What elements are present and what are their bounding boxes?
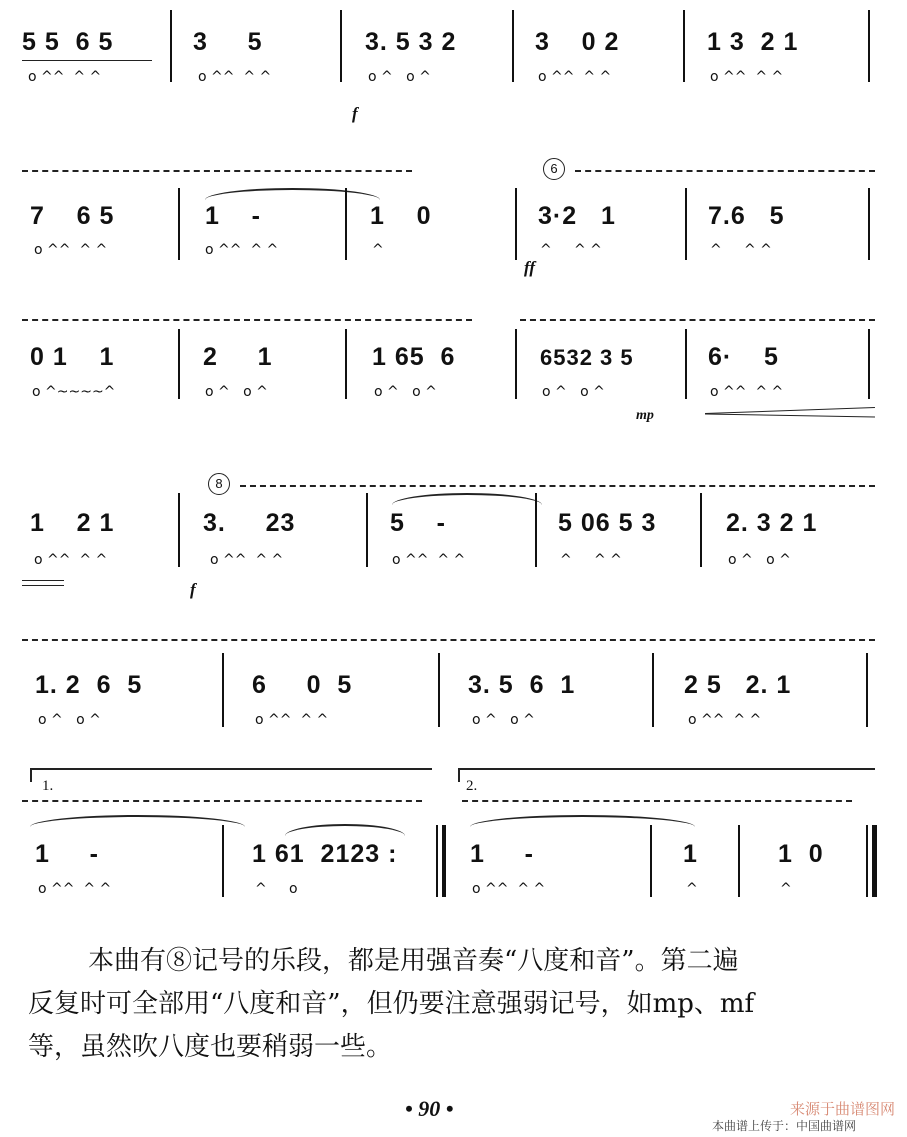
measure-notes: 3. 5 3 2 xyxy=(365,28,457,56)
dynamic-marking: ff xyxy=(524,258,536,277)
measure-notes: 2 5 2. 1 xyxy=(684,671,792,699)
measure-notes: 1 0 xyxy=(370,202,432,230)
score-row-5 xyxy=(0,625,907,750)
octave-line xyxy=(240,485,875,487)
page-number: • 90 • xyxy=(405,1096,454,1121)
volta-bracket-second xyxy=(458,768,875,782)
articulation-marks: o ^^ ^ ^ xyxy=(538,69,612,85)
underline xyxy=(22,60,152,61)
octave-line xyxy=(22,170,412,172)
barline xyxy=(222,825,224,897)
measure-notes: 1 - xyxy=(35,840,99,868)
diminuendo-line xyxy=(705,407,875,414)
dynamic-marking: f xyxy=(190,580,196,599)
slur xyxy=(205,188,380,200)
measure-notes: 3 0 2 xyxy=(535,28,620,56)
measure-notes: 1 0 xyxy=(778,840,824,868)
measure-notes: 5 - xyxy=(390,509,447,537)
barline xyxy=(178,493,180,567)
watermark-footer: 本曲谱上传于：中国曲谱网 xyxy=(712,1119,857,1133)
diminuendo-line xyxy=(705,414,875,418)
articulation-marks: o ^ o ^ xyxy=(368,69,431,85)
paragraph-line: 等，虽然吹八度也要稍弱一些。 xyxy=(28,1032,393,1062)
articulation-marks: ^ xyxy=(372,242,384,258)
barline xyxy=(535,493,537,567)
articulation-marks: o ^^ ^ ^ xyxy=(710,384,784,400)
barline xyxy=(512,10,514,82)
measure-notes: 1 xyxy=(683,840,698,868)
articulation-marks: ^ xyxy=(780,881,792,897)
articulation-marks: ^ ^ ^ xyxy=(560,552,622,568)
articulation-marks: o ^~~~~^ xyxy=(32,384,116,400)
articulation-marks: ^ xyxy=(686,881,698,897)
articulation-marks: o ^ o ^ xyxy=(205,384,268,400)
articulation-marks: o ^^ ^ ^ xyxy=(472,881,546,897)
octave-line xyxy=(22,319,472,321)
rehearsal-mark: 6 xyxy=(543,158,565,180)
barline xyxy=(868,188,870,260)
score-row-1 xyxy=(0,0,907,140)
dynamic-marking: f xyxy=(352,104,358,123)
barline xyxy=(366,493,368,567)
measure-notes: 6· 5 xyxy=(708,343,779,371)
measure-notes: 5 5 6 5 xyxy=(22,28,114,56)
articulation-marks: o ^^ ^ ^ xyxy=(38,881,112,897)
measure-notes: 6 0 5 xyxy=(252,671,353,699)
barline xyxy=(438,653,440,727)
measure-notes: 3 5 xyxy=(193,28,263,56)
articulation-marks: ^ o xyxy=(255,881,298,897)
measure-notes: 1. 2 6 5 xyxy=(35,671,143,699)
measure-notes: 1 61 2123 : xyxy=(252,840,398,868)
octave-line xyxy=(575,170,875,172)
barline xyxy=(652,653,654,727)
barline xyxy=(868,10,870,82)
slur xyxy=(470,815,695,827)
octave-line xyxy=(462,800,852,802)
articulation-marks: o ^^ ^ ^ xyxy=(688,712,762,728)
measure-notes: 3. 23 xyxy=(203,509,296,537)
articulation-marks: ^ ^ ^ xyxy=(710,242,772,258)
paragraph-line: 反复时可全部用“八度和音”，但仍要注意强弱记号，如mp、mf xyxy=(28,989,755,1019)
rehearsal-mark: 8 xyxy=(208,473,230,495)
final-double-barline xyxy=(442,825,446,897)
barline xyxy=(345,329,347,399)
articulation-marks: o ^^ ^ ^ xyxy=(205,242,279,258)
measure-notes: 0 1 1 xyxy=(30,343,115,371)
measure-notes: 1 3 2 1 xyxy=(707,28,799,56)
barline xyxy=(650,825,652,897)
measure-notes: 2 1 xyxy=(203,343,273,371)
barline xyxy=(738,825,740,897)
articulation-marks: o ^ o ^ xyxy=(472,712,535,728)
barline xyxy=(685,188,687,260)
barline xyxy=(178,329,180,399)
articulation-marks: o ^^ ^ ^ xyxy=(392,552,466,568)
octave-line xyxy=(520,319,875,321)
measure-notes: 7 6 5 xyxy=(30,202,115,230)
measure-notes: 1 65 6 xyxy=(372,343,456,371)
barline xyxy=(170,10,172,82)
octave-line xyxy=(22,639,875,641)
slur xyxy=(392,493,542,505)
measure-notes: 2. 3 2 1 xyxy=(726,509,818,537)
barline xyxy=(515,329,517,399)
barline xyxy=(222,653,224,727)
score-row-3 xyxy=(0,305,907,440)
measure-notes: 5 06 5 3 xyxy=(558,509,657,537)
final-double-barline xyxy=(872,825,877,897)
barline xyxy=(700,493,702,567)
measure-notes: 1 - xyxy=(205,202,262,230)
measure-notes: 7.6 5 xyxy=(708,202,785,230)
score-row-6 xyxy=(0,760,907,910)
barline xyxy=(178,188,180,260)
underline xyxy=(22,580,64,581)
articulation-marks: o ^^ ^ ^ xyxy=(255,712,329,728)
volta-bracket-first xyxy=(30,768,432,782)
score-row-2 xyxy=(0,150,907,300)
volta-label: 1. xyxy=(42,778,54,794)
articulation-marks: o ^^ ^ ^ xyxy=(34,242,108,258)
articulation-marks: o ^ o ^ xyxy=(728,552,791,568)
slur xyxy=(30,815,245,827)
articulation-marks: o ^ o ^ xyxy=(542,384,605,400)
barline xyxy=(515,188,517,260)
measure-notes: 3·2 1 xyxy=(538,202,616,230)
slur xyxy=(285,824,405,836)
barline xyxy=(866,653,868,727)
articulation-marks: o ^^ ^ ^ xyxy=(28,69,102,85)
performance-note-paragraph xyxy=(28,940,885,1069)
articulation-marks: o ^^ ^ ^ xyxy=(34,552,108,568)
score-row-4 xyxy=(0,465,907,615)
barline xyxy=(340,10,342,82)
measure-notes: 3. 5 6 1 xyxy=(468,671,576,699)
barline xyxy=(868,329,870,399)
final-double-barline xyxy=(866,825,868,897)
dynamic-marking: mp xyxy=(636,408,654,423)
barline xyxy=(345,188,347,260)
articulation-marks: o ^^ ^ ^ xyxy=(210,552,284,568)
measure-notes: 1 - xyxy=(470,840,534,868)
paragraph-line: 本曲有⑧记号的乐段，都是用强音奏“八度和音”。第二遍 xyxy=(88,946,739,976)
barline xyxy=(685,329,687,399)
articulation-marks: o ^ o ^ xyxy=(374,384,437,400)
articulation-marks: o ^^ ^ ^ xyxy=(710,69,784,85)
measure-notes: 6532 3 5 xyxy=(540,345,634,370)
octave-line xyxy=(22,800,422,802)
final-double-barline xyxy=(436,825,438,897)
barline xyxy=(683,10,685,82)
articulation-marks: ^ ^ ^ xyxy=(540,242,602,258)
measure-notes: 1 2 1 xyxy=(30,509,115,537)
articulation-marks: o ^^ ^ ^ xyxy=(198,69,272,85)
underline xyxy=(22,585,64,586)
articulation-marks: o ^ o ^ xyxy=(38,712,101,728)
watermark-logo: 来源于曲谱图网 xyxy=(790,1100,896,1118)
volta-label: 2. xyxy=(466,778,478,794)
